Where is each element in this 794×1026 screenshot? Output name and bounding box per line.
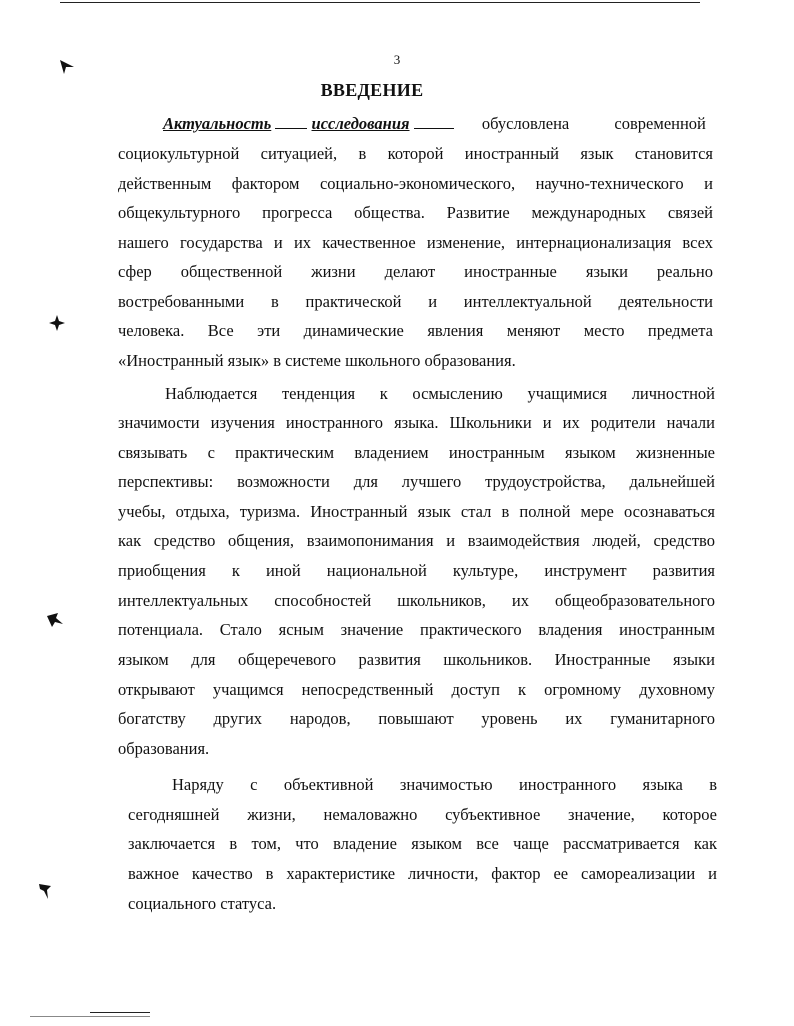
text-line: действенным фактором социально-экономического, научно-технического и (118, 174, 713, 193)
text-line: открывают учащимся непосредственный доступ к огромному духовному (118, 680, 715, 699)
text-line: как средство общения, взаимопонимания и взаимодействия людей, средство (118, 531, 715, 550)
text-line: потенциала. Стало ясным значение практического владения иностранным (118, 620, 715, 639)
emphasis-word: исследования (311, 114, 410, 133)
text-line: учебы, отдыха, туризма. Иностранный язык стал в полной мере осознаваться (118, 502, 715, 521)
emphasis-word: Актуальность (163, 114, 272, 133)
text-line: перспективы: возможности для лучшего трудоустройства, дальнейшей (118, 472, 715, 491)
text-line-lead (163, 114, 713, 134)
text-line: общекультурного прогресса общества. Развитие международных связей (118, 203, 713, 222)
text-line: Наряду с объективной значимостью иностранного языка в (172, 775, 717, 794)
text-line: интеллектуальных способностей школьников, их общеобразовательного (118, 591, 715, 610)
text-line: сфер общественной жизни делают иностранные языки реально (118, 262, 713, 281)
text-line: значимости изучения иностранного языка. Школьники и их родители начали (118, 413, 715, 432)
scan-edge-line (90, 1012, 150, 1013)
text-line: нашего государства и их качественное изменение, интернационализация всех (118, 233, 713, 252)
margin-arrow-mark (38, 882, 52, 900)
text-line: богатству других народов, повышают уровень их гуманитарного (118, 709, 715, 728)
lead-rest: обусловлена современной (481, 114, 706, 133)
text-line: важное качество в характеристике личности, фактор ее самореализации и (128, 864, 717, 883)
text-line: социального статуса. (128, 894, 277, 913)
text-line: Наблюдается тенденция к осмыслению учащимися личностной (165, 384, 715, 403)
text-line: востребованными в практической и интеллектуальной деятельности (118, 292, 713, 311)
scan-edge-line (60, 2, 700, 3)
margin-arrow-mark (46, 612, 64, 628)
text-line: связывать с практическим владением иностранным языком жизненные (118, 443, 715, 462)
margin-star-mark (48, 314, 66, 332)
page-title: ВВЕДЕНИЕ (320, 80, 424, 100)
text-line: приобщения к иной национальной культуре, инструмент развития (118, 561, 715, 580)
text-line: социокультурной ситуацией, в которой иностранный язык становится (118, 144, 713, 163)
text-line: сегодняшней жизни, немаловажно субъективное значение, которое (128, 805, 717, 824)
text-line: образования. (118, 739, 210, 758)
text-line: человека. Все эти динамические явления меняют место предмета (118, 321, 713, 340)
scan-edge-line (30, 1016, 150, 1017)
text-line: «Иностранный язык» в системе школьного образования. (118, 351, 516, 370)
text-line: заключается в том, что владение языком все чаще рассматривается как (128, 834, 717, 853)
text-line: языком для общеречевого развития школьников. Иностранные языки (118, 650, 715, 669)
page-number: 3 (393, 52, 401, 67)
